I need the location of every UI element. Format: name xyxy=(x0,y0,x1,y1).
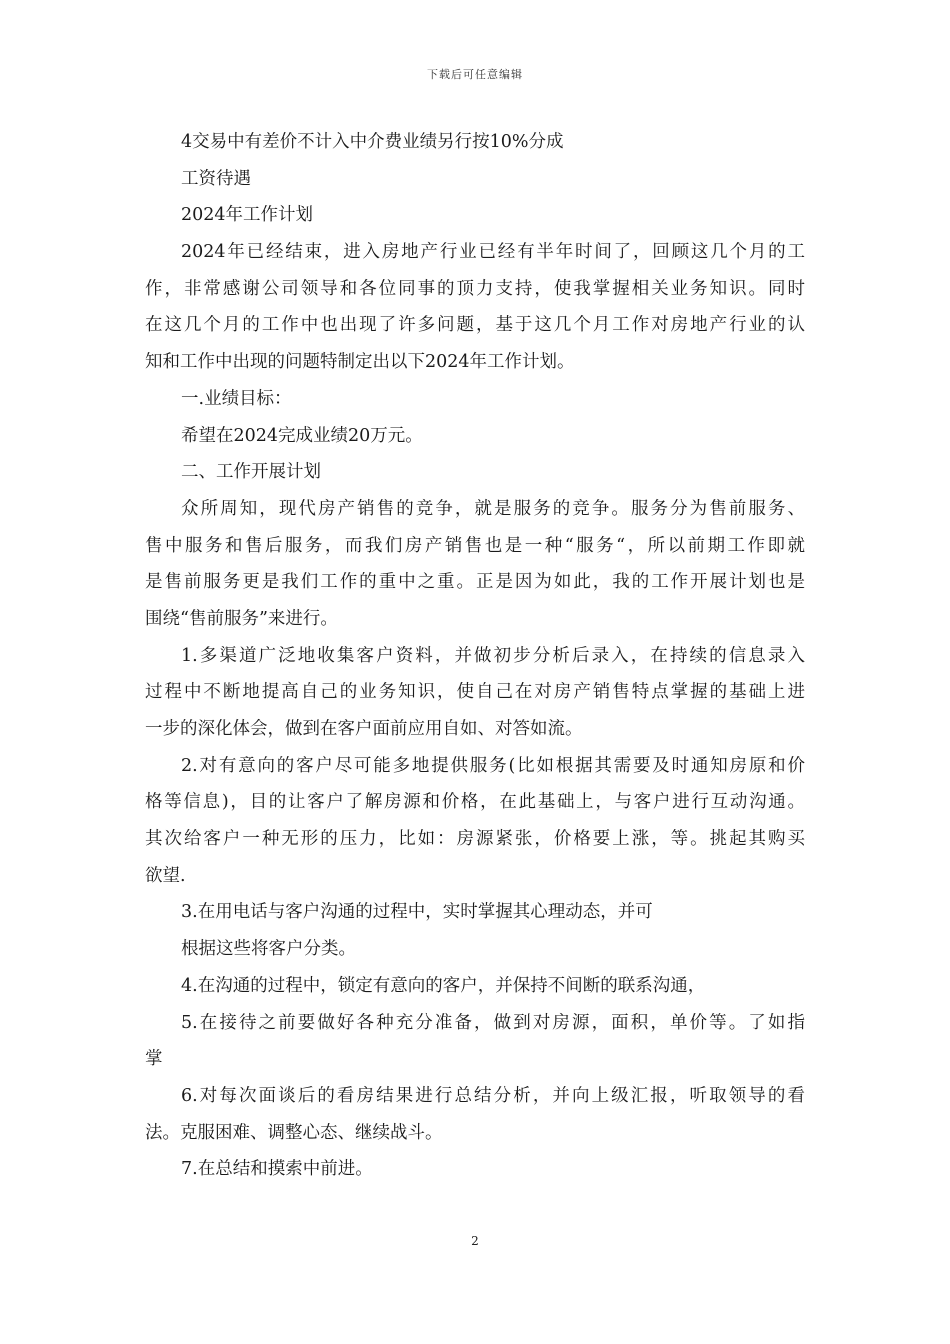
paragraph-line: 售中服务和售后服务，而我们房产销售也是一种“服务“，所以前期工作即就 xyxy=(145,535,805,556)
list-item-line: 5.在接待之前要做好各种充分准备，做到对房源，面积，单价等。了如指 xyxy=(181,1012,805,1033)
list-item-line: 其次给客户一种无形的压力，比如：房源紧张，价格要上涨，等。挑起其购买 xyxy=(145,829,805,850)
paragraph-line: 围绕“售前服务”来进行。 xyxy=(145,608,338,629)
paragraph-line: 作，非常感谢公司领导和各位同事的顶力支持，使我掌握相关业务知识。同时 xyxy=(145,278,805,299)
document-body xyxy=(145,124,805,1188)
list-item-line: 2.对有意向的客户尽可能多地提供服务(比如根据其需要及时通知房原和价 xyxy=(181,755,805,776)
list-item-line: 3.在用电话与客户沟通的过程中，实时掌握其心理动态，并可 xyxy=(181,902,653,923)
list-item-line: 6.对每次面谈后的看房结果进行总结分析，并向上级汇报，听取领导的看 xyxy=(181,1085,805,1106)
paragraph-line: 2024年已经结束，进入房地产行业已经有半年时间了，回顾这几个月的工 xyxy=(181,242,805,263)
list-item-line: 过程中不断地提高自己的业务知识，使自己在对房产销售特点掌握的基础上进 xyxy=(145,682,805,703)
paragraph-line: 4交易中有差价不计入中介费业绩另行按10%分成 xyxy=(181,132,564,152)
list-item-line: 1.多渠道广泛地收集客户资料，并做初步分析后录入，在持续的信息录入 xyxy=(181,645,805,666)
list-item-line: 根据这些将客户分类。 xyxy=(181,939,356,960)
list-item-line: 欲望. xyxy=(145,865,186,886)
section-heading: 一.业绩目标： xyxy=(181,388,292,409)
section-heading: 工资待遇 xyxy=(181,168,251,189)
list-item-line: 4.在沟通的过程中，锁定有意向的客户，并保持不间断的联系沟通， xyxy=(181,975,706,996)
section-heading: 二、工作开展计划 xyxy=(181,462,321,483)
list-item-line: 7.在总结和摸索中前进。 xyxy=(181,1159,373,1180)
list-item-line: 法。克服困难、调整心态、继续战斗。 xyxy=(145,1122,443,1143)
section-heading: 2024年工作计划 xyxy=(181,205,314,226)
paragraph-line: 知和工作中出现的问题特制定出以下2024年工作计划。 xyxy=(145,352,575,373)
page-number: 2 xyxy=(471,1234,479,1248)
list-item-line: 一步的深化体会，做到在客户面前应用自如、对答如流。 xyxy=(145,719,583,739)
paragraph-line: 在这几个月的工作中也出现了许多问题，基于这几个月工作对房地产行业的认 xyxy=(145,315,805,336)
page-header: 下载后可任意编辑 xyxy=(427,68,523,81)
paragraph-line: 是售前服务更是我们工作的重中之重。正是因为如此，我的工作开展计划也是 xyxy=(145,572,805,593)
list-item-line: 格等信息)，目的让客户了解房源和价格，在此基础上，与客户进行互动沟通。 xyxy=(145,792,805,813)
paragraph-line: 希望在2024完成业绩20万元。 xyxy=(181,425,423,446)
list-item-line: 掌 xyxy=(145,1049,163,1070)
paragraph-line: 众所周知，现代房产销售的竞争，就是服务的竞争。服务分为售前服务、 xyxy=(181,498,805,519)
